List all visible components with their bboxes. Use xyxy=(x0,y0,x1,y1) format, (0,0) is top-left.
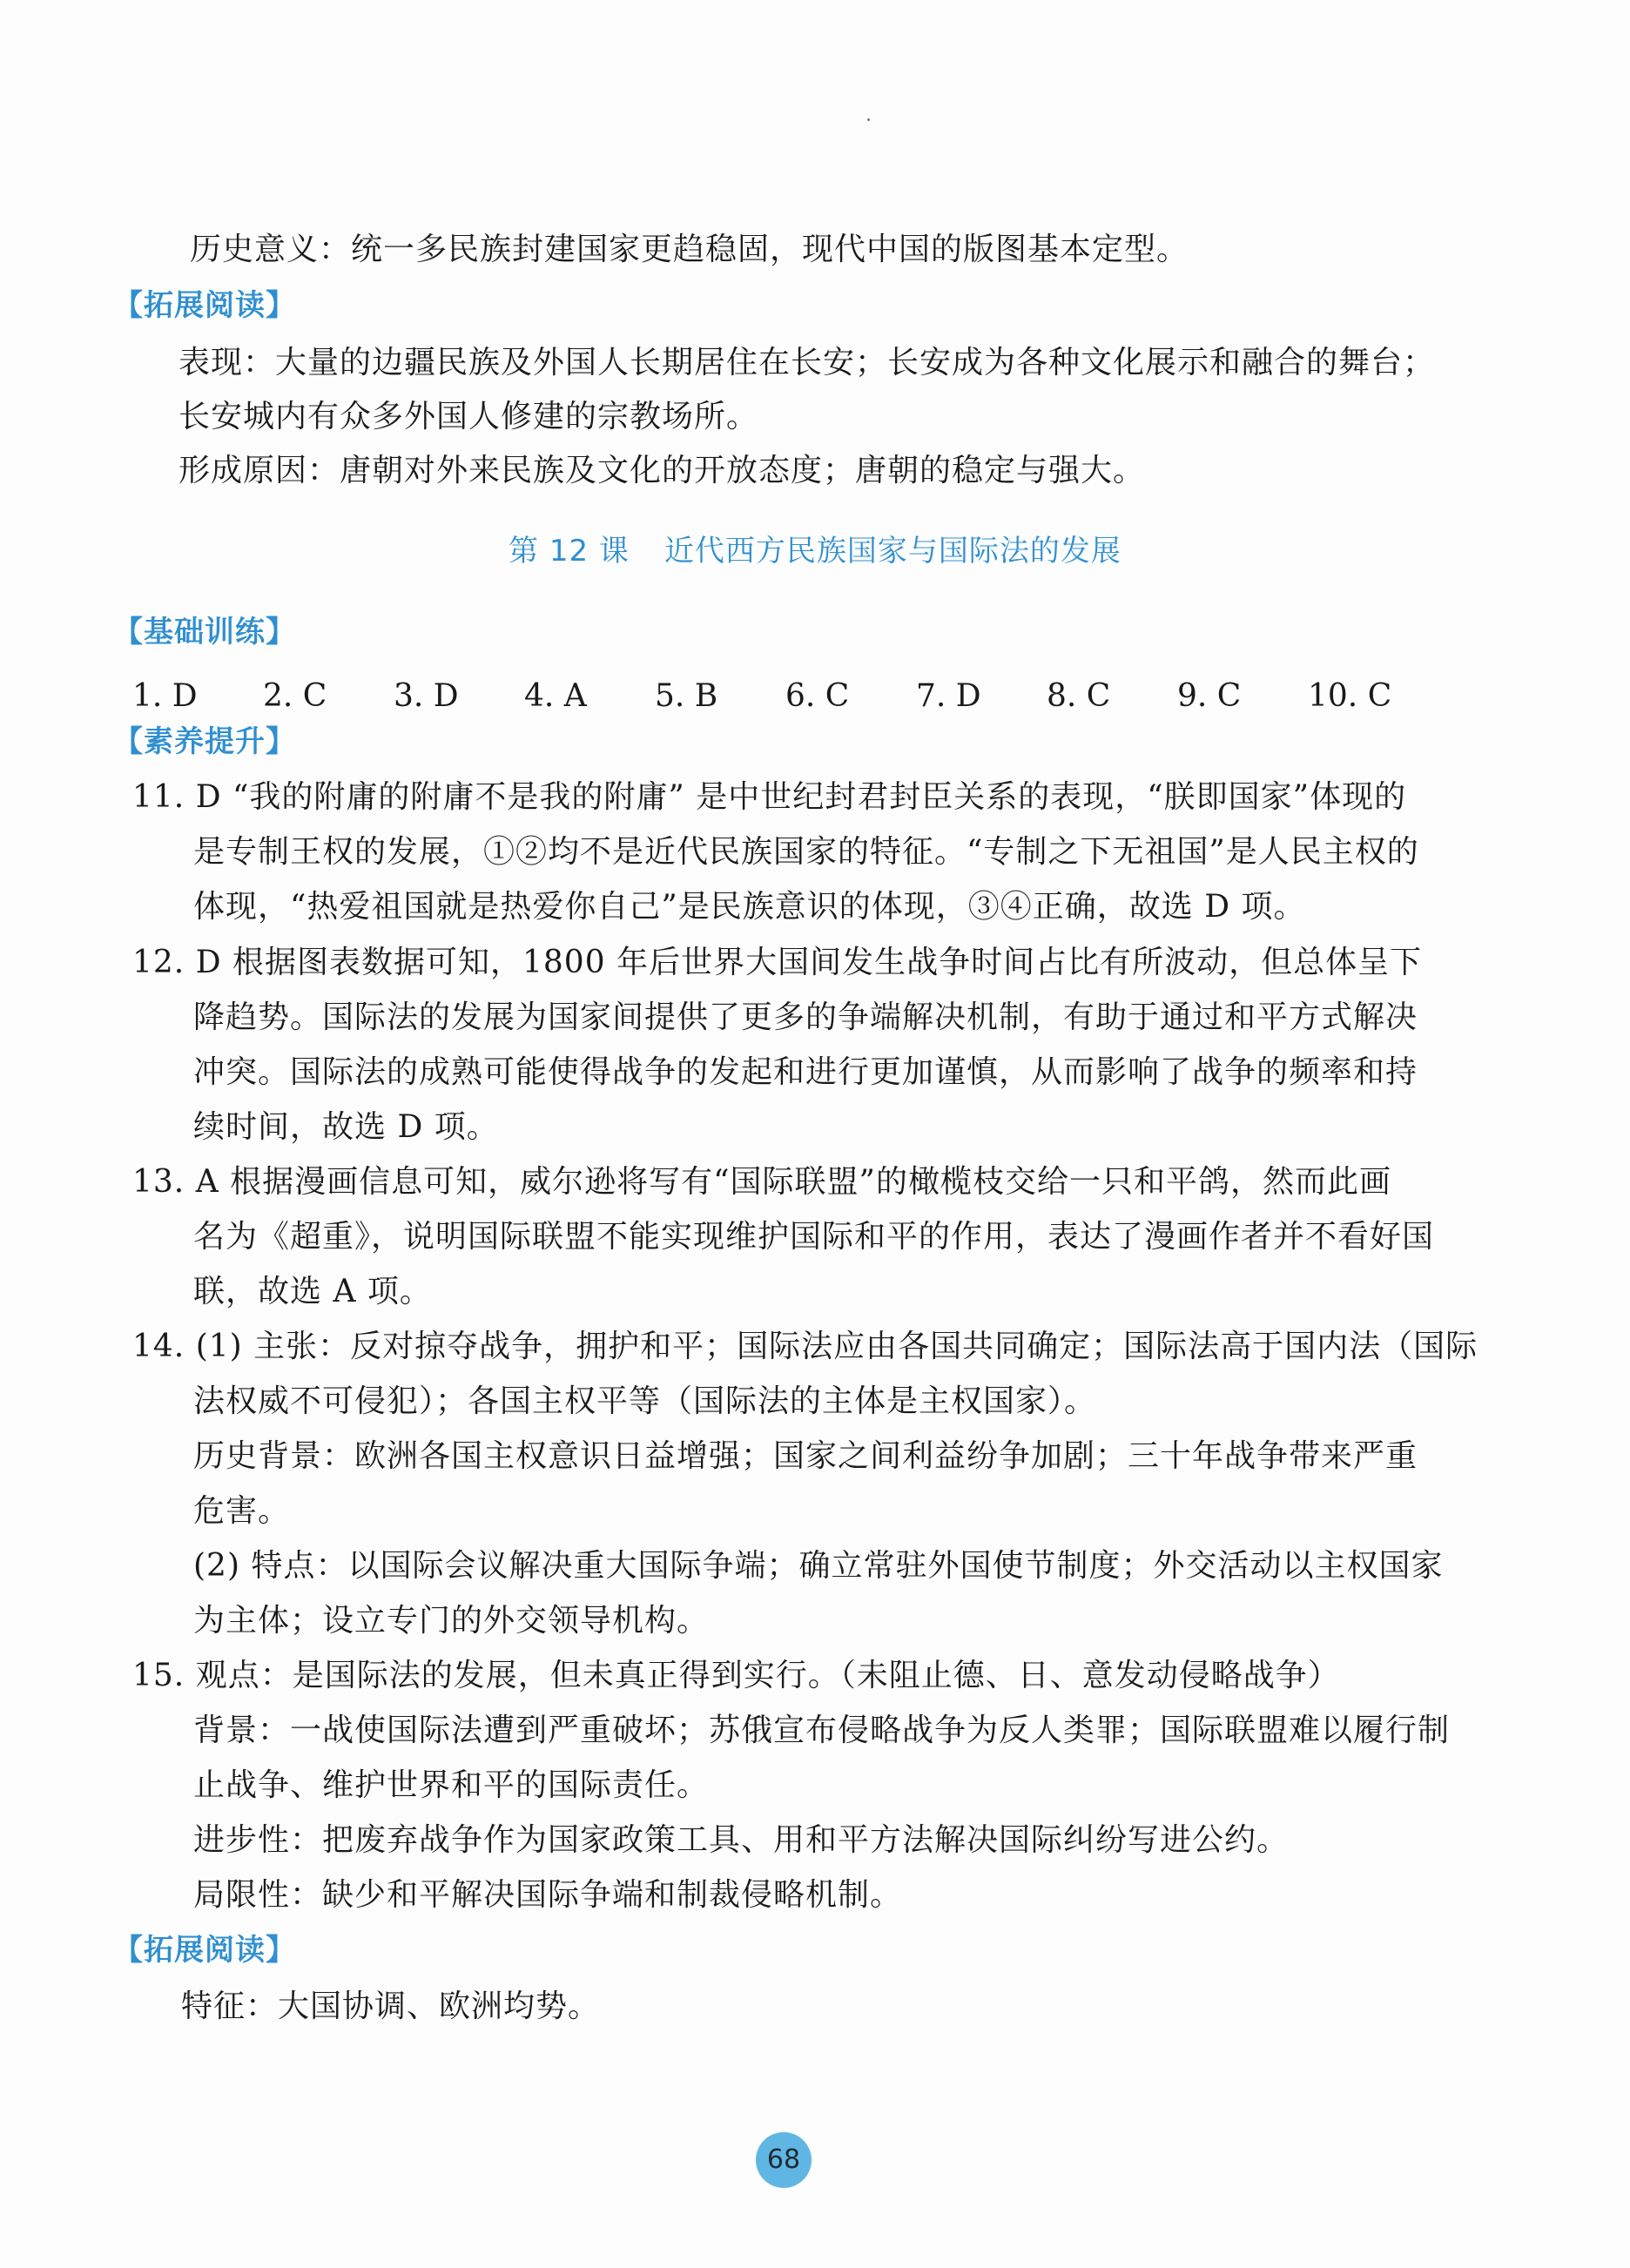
q13-line: 联，故选 A 项。 xyxy=(193,1274,432,1309)
lesson-number: 第 12 课 xyxy=(509,534,630,569)
historical-significance-line: 历史意义：统一多民族封建国家更趋稳固，现代中国的版图基本定型。 xyxy=(190,232,1189,267)
q12-line: 续时间，故选 D 项。 xyxy=(193,1109,499,1145)
answer-item: 7. D xyxy=(916,678,981,714)
q11-line: 体现，“热爱祖国就是热爱你自己”是民族意识的体现，③④正确，故选 D 项。 xyxy=(193,889,1306,925)
answer-item: 10. C xyxy=(1308,678,1392,714)
reading-line: 长安城内有众多外国人修建的宗教场所。 xyxy=(178,399,759,434)
answer-item: 2. C xyxy=(263,678,327,714)
q14-line: 历史背景：欧洲各国主权意识日益增强；国家之间利益纷争加剧；三十年战争带来严重 xyxy=(193,1438,1418,1474)
reading-line: 表现：大量的边疆民族及外国人长期居住在长安；长安成为各种文化展示和融合的舞台； xyxy=(178,345,1436,380)
lesson-name: 近代西方民族国家与国际法的发展 xyxy=(663,534,1121,569)
basic-training-tag: 【基础训练】 xyxy=(113,615,296,649)
scan-speck xyxy=(867,118,870,121)
q14-line: 14. (1) 主张：反对掠夺战争，拥护和平；国际法应由各国共同确定；国际法高于国内法（国际 xyxy=(132,1329,1478,1364)
q15-line: 背景：一战使国际法遭到严重破坏；苏俄宣布侵略战争为反人类罪；国际联盟难以履行制 xyxy=(193,1713,1451,1748)
answer-item: 1. D xyxy=(132,678,198,714)
reading-line: 特征：大国协调、欧洲均势。 xyxy=(181,1989,601,2024)
q12-line: 冲突。国际法的成熟可能使得战争的发起和进行更加谨慎，从而影响了战争的频率和持 xyxy=(193,1054,1418,1090)
quality-improvement-tag: 【素养提升】 xyxy=(113,724,296,759)
q11-line: 是专制王权的发展，①②均不是近代民族国家的特征。“专制之下无祖国”是人民主权的 xyxy=(193,834,1419,870)
answer-item: 6. C xyxy=(785,678,850,714)
q12-line: 12. D 根据图表数据可知，1800 年后世界大国间发生战争时间占比有所波动，但总体呈下 xyxy=(132,945,1423,980)
q15-line: 局限性：缺少和平解决国际争端和制裁侵略机制。 xyxy=(193,1877,903,1913)
answer-item: 3. D xyxy=(394,678,459,714)
page-number-badge: 68 xyxy=(756,2132,812,2188)
q13-line: 名为《超重》，说明国际联盟不能实现维护国际和平的作用，表达了漫画作者并不看好国 xyxy=(193,1219,1435,1255)
lesson-title xyxy=(0,532,1630,570)
q11-line: 11. D “我的附庸的附庸不是我的附庸” 是中世纪封君封臣关系的表现，“朕即国家”体现的 xyxy=(132,779,1407,815)
answer-item: 5. B xyxy=(655,678,718,714)
q13-line: 13. A 根据漫画信息可知，威尔逊将写有“国际联盟”的橄榄枝交给一只和平鸽，然而此画 xyxy=(132,1164,1391,1200)
answer-item: 8. C xyxy=(1047,678,1111,714)
q15-line: 进步性：把废弃战争作为国家政策工具、用和平方法解决国际纠纷写进公约。 xyxy=(193,1822,1290,1858)
q15-line: 15. 观点：是国际法的发展，但未真正得到实行。（未阻止德、日、意发动侵略战争） xyxy=(132,1658,1340,1693)
q14-line: 危害。 xyxy=(193,1493,291,1529)
q14-line: (2) 特点：以国际会议解决重大国际争端；确立常驻外国使节制度；外交活动以主权国家 xyxy=(193,1548,1444,1584)
extended-reading-tag: 【拓展阅读】 xyxy=(113,288,296,323)
q14-line: 法权威不可侵犯）；各国主权平等（国际法的主体是主权国家）。 xyxy=(193,1383,1097,1419)
answer-item: 4. A xyxy=(524,678,587,714)
q14-line: 为主体；设立专门的外交领导机构。 xyxy=(193,1603,710,1639)
extended-reading-tag: 【拓展阅读】 xyxy=(113,1933,296,1968)
q12-line: 降趋势。国际法的发展为国家间提供了更多的争端解决机制，有助于通过和平方式解决 xyxy=(193,999,1418,1035)
reading-line: 形成原因：唐朝对外来民族及文化的开放态度；唐朝的稳定与强大。 xyxy=(178,453,1146,488)
answer-item: 9. C xyxy=(1177,678,1242,714)
q15-line: 止战争、维护世界和平的国际责任。 xyxy=(193,1767,710,1803)
